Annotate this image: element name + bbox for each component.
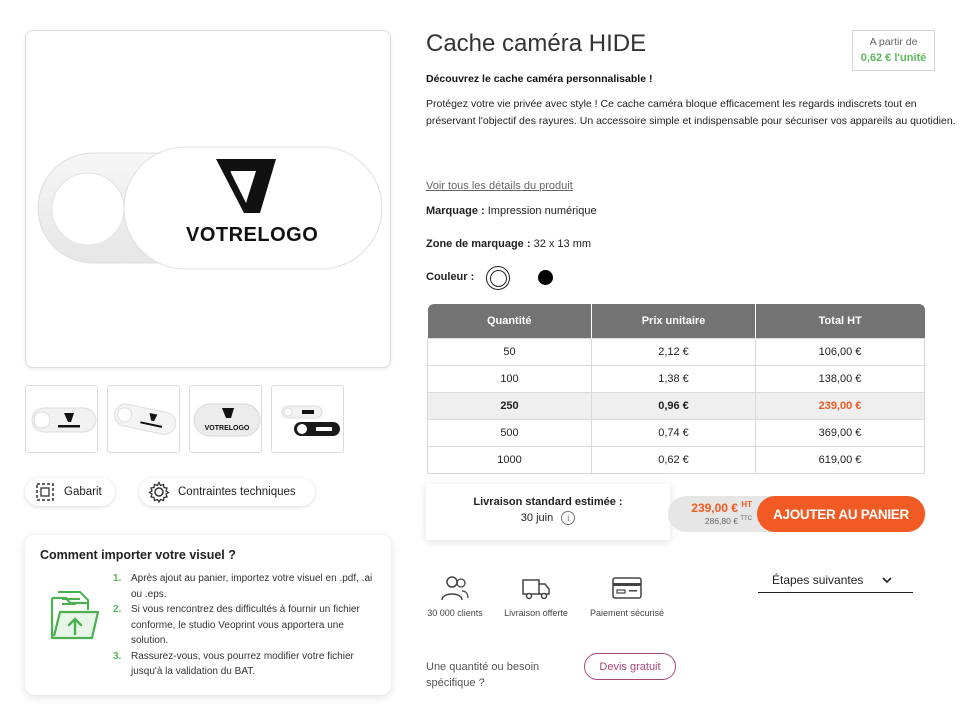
quote-text: Une quantité ou besoin spécifique ? — [426, 661, 540, 689]
template-frame-icon — [34, 481, 56, 503]
row-qty: 100 — [428, 365, 592, 392]
thumbnail-3[interactable] — [189, 385, 262, 453]
couleur-label: Couleur : — [426, 271, 475, 283]
import-step: 3. Rassurez-vous, vous pourrez modifier votre fichier jusqu'à la validation du BAT. — [113, 650, 354, 677]
delivery-date: 30 juin — [520, 512, 554, 524]
trust-livraison — [500, 574, 572, 618]
trust-paiement-label: Paiement sécurisé — [589, 608, 665, 618]
row-qty: 250 — [428, 392, 592, 419]
price-from-label: A partir de — [869, 36, 918, 48]
product-subtitle: Découvrez le cache caméra personnalisable ! — [426, 73, 653, 85]
color-swatch-black[interactable] — [538, 270, 553, 285]
price-row[interactable] — [428, 338, 925, 365]
price-unit-value: 0,62 € l'unité — [860, 52, 927, 64]
price-badge — [852, 30, 935, 71]
row-unit-price: 1,38 € — [592, 365, 756, 392]
column-header-prix-unitaire: Prix unitaire — [592, 304, 756, 338]
thumbnail-strip — [25, 385, 345, 453]
product-description: Protégez votre vie privée avec style ! Ce cache caméra bloque efficacement les regards indiscrets tout en préservant l'objectif des rayures. Un accessoire simple et indispensable pour sécuriser vos appareils au quotidien. — [426, 98, 956, 127]
contraintes-label: Contraintes techniques — [178, 486, 296, 498]
column-header-total-ht: Total HT — [756, 304, 925, 338]
chevron-down-icon — [881, 574, 893, 586]
contraintes-button[interactable] — [139, 478, 315, 506]
product-details-link[interactable]: Voir tous les détails du produit — [426, 180, 573, 192]
trust-paiement — [587, 574, 667, 618]
svg-text:VOTRELOGO: VOTRELOGO — [204, 425, 250, 432]
column-header-quantite: Quantité — [428, 304, 592, 338]
info-icon[interactable]: i — [561, 511, 575, 525]
row-total: 619,00 € — [756, 446, 925, 473]
trust-livraison-label: Livraison offerte — [504, 608, 568, 618]
gabarit-button[interactable] — [25, 478, 115, 506]
price-row-selected[interactable] — [428, 392, 925, 419]
users-icon — [440, 574, 470, 602]
import-steps-list — [113, 571, 381, 680]
import-visual-card — [25, 535, 391, 695]
trust-clients-label: 30 000 clients — [427, 608, 483, 618]
cart-price: 239,00 € $^{HT}$ 286,80 € $^{TTC}$ — [691, 500, 752, 526]
file-upload-folder-icon — [48, 590, 100, 644]
credit-card-icon — [611, 574, 643, 602]
row-total: 369,00 € — [756, 419, 925, 446]
devis-gratuit-button[interactable]: Devis gratuit — [584, 653, 676, 680]
color-swatch-white[interactable] — [486, 266, 510, 290]
price-ht: 239,00 € — [691, 501, 738, 515]
row-qty: 500 — [428, 419, 592, 446]
row-unit-price: 0,62 € — [592, 446, 756, 473]
truck-icon — [520, 574, 552, 602]
thumbnail-2[interactable] — [107, 385, 180, 453]
gear-icon — [148, 481, 170, 503]
import-step: 1. Après ajout au panier, importez votre visuel en .pdf, .ai ou .eps. — [113, 573, 373, 600]
zone-marquage-spec: Zone de marquage : 32 x 13 mm — [426, 238, 592, 250]
thumbnail-4[interactable] — [271, 385, 344, 453]
row-qty: 50 — [428, 338, 592, 365]
price-ttc: 286,80 € — [704, 516, 738, 526]
delivery-estimate — [426, 484, 670, 540]
row-total: 239,00 € — [756, 392, 925, 419]
price-row[interactable] — [428, 446, 925, 473]
row-unit-price: 2,12 € — [592, 338, 756, 365]
price-row[interactable] — [428, 365, 925, 392]
marquage-spec: Marquage : Impression numérique — [426, 205, 597, 217]
row-total: 138,00 € — [756, 365, 925, 392]
add-to-cart-button[interactable]: AJOUTER AU PANIER — [757, 496, 925, 532]
gabarit-label: Gabarit — [64, 486, 102, 498]
import-title: Comment importer votre visuel ? — [40, 548, 236, 562]
next-steps-label: Étapes suivantes — [772, 573, 864, 587]
price-row[interactable] — [428, 419, 925, 446]
product-title: Cache caméra HIDE — [426, 30, 647, 57]
row-qty: 1000 — [428, 446, 592, 473]
product-main-image — [25, 30, 391, 368]
thumbnail-1[interactable] — [25, 385, 98, 453]
next-steps-dropdown[interactable] — [758, 570, 913, 593]
price-table — [427, 304, 925, 474]
votrelogo-text: VOTRELOGO — [186, 224, 319, 246]
row-unit-price: 0,74 € — [592, 419, 756, 446]
row-total: 106,00 € — [756, 338, 925, 365]
trust-clients — [426, 574, 484, 618]
import-step: 2. Si vous rencontrez des difficultés à fournir un fichier conforme, le studio Veoprint vous apportera une solution. — [113, 604, 360, 646]
delivery-label: Livraison standard estimée : — [473, 496, 623, 508]
row-unit-price: 0,96 € — [592, 392, 756, 419]
